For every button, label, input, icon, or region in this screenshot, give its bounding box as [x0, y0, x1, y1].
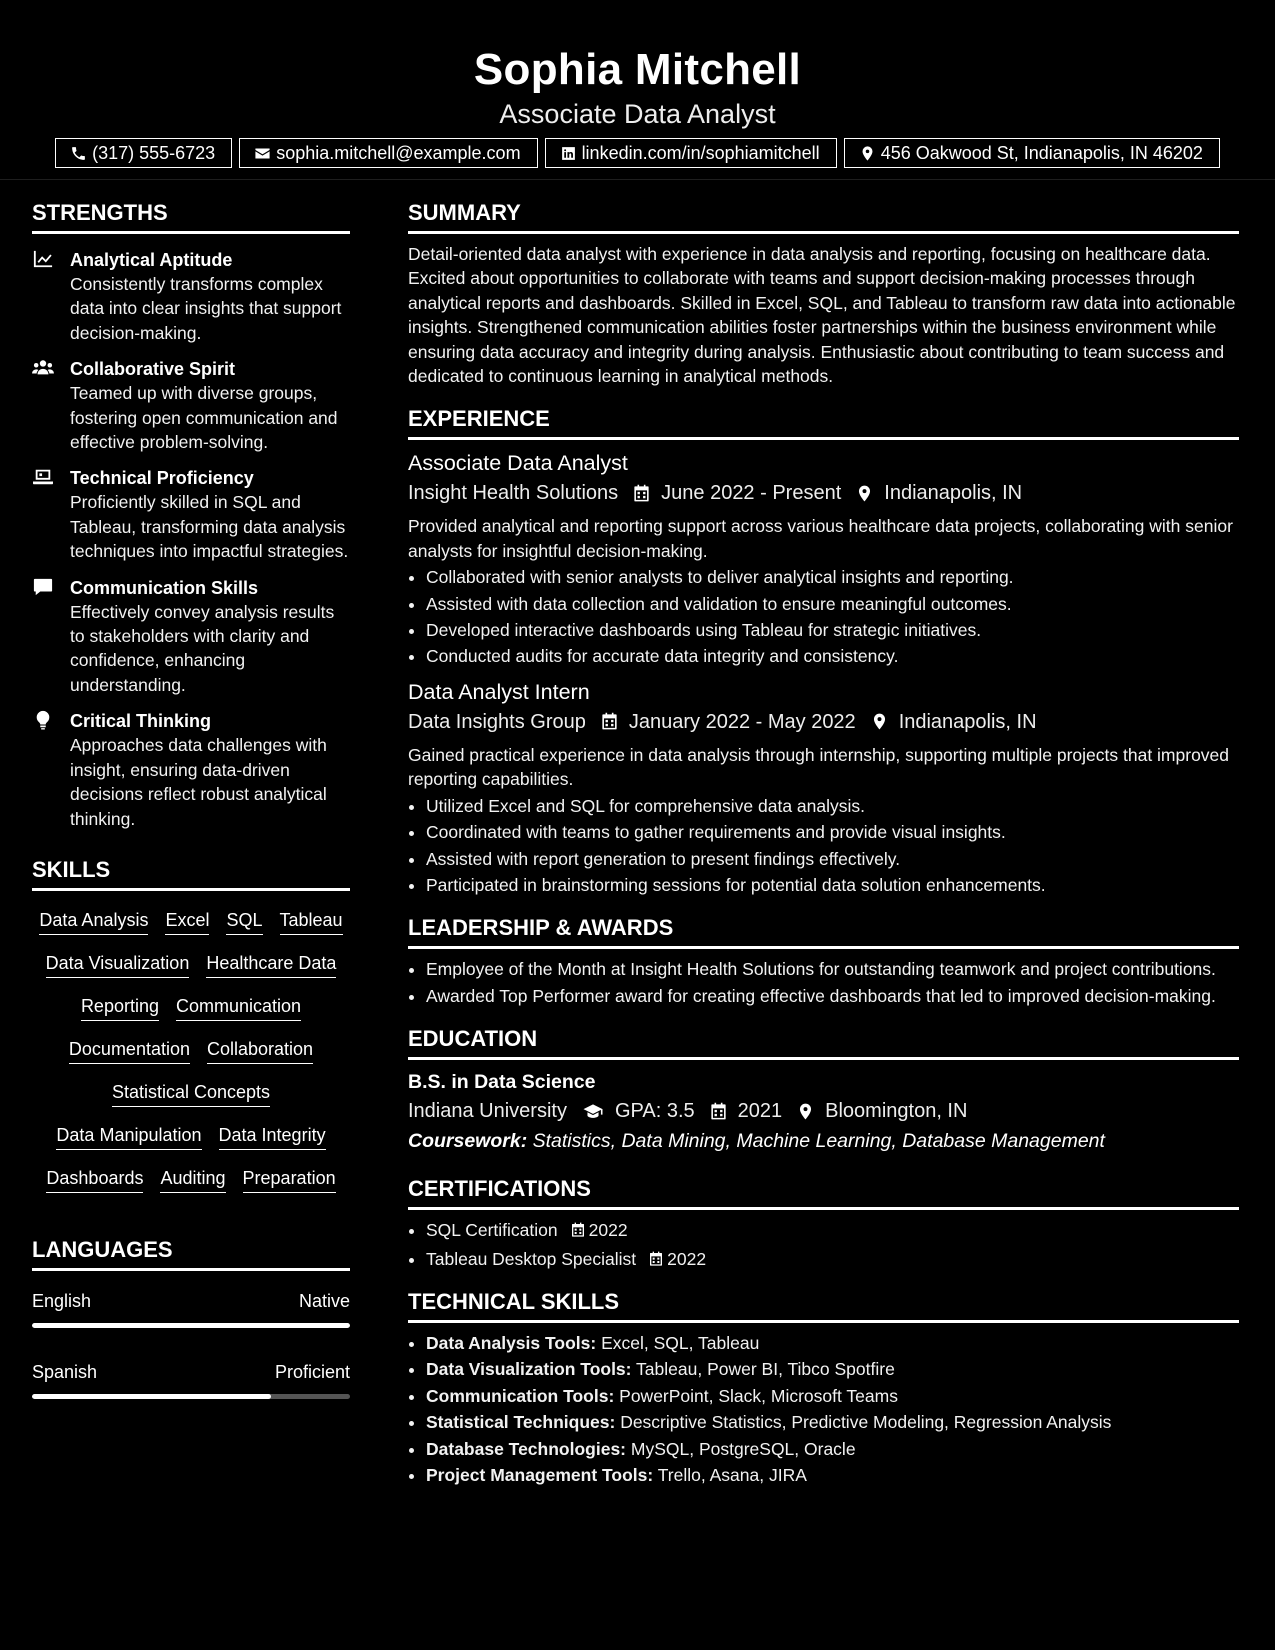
job-bullet: • Conducted audits for accurate data integrity and consistency. [426, 644, 1239, 668]
chart-line-icon [32, 249, 56, 273]
leadership-list [408, 957, 1239, 1008]
certifications-list [408, 1218, 1239, 1271]
skill-tag: Tableau [280, 908, 343, 935]
candidate-role: Associate Data Analyst [499, 99, 776, 129]
job-bullet: • Assisted with data collection and validation to ensure meaningful outcomes. [426, 592, 1239, 616]
graduation-cap-icon [581, 1102, 605, 1121]
strengths-heading: STRENGTHS [32, 196, 350, 234]
coursework-label: Coursework: [408, 1130, 528, 1153]
technical-skill-value: Descriptive Statistics, Predictive Modeling, Regression Analysis [620, 1412, 1112, 1433]
skill-tag: Statistical Concepts [112, 1080, 270, 1107]
calendar-icon [709, 1102, 728, 1121]
technical-skill-value: Excel, SQL, Tableau [601, 1332, 760, 1353]
technical-skill-label: Data Analysis Tools: [426, 1332, 597, 1353]
strength-title: Communication Skills [70, 577, 259, 598]
job-bullet: • Participated in brainstorming sessions for potential data solution enhancements. [426, 873, 1239, 897]
job-description: Gained practical experience in data analysis through internship, supporting multiple projects that improved reporting capabilities. [408, 744, 1230, 790]
strength-item [32, 576, 350, 698]
technical-skill-item [426, 1384, 1239, 1408]
education-coursework [408, 1126, 1239, 1156]
job-bullets [408, 565, 1239, 669]
certifications-heading: CERTIFICATIONS [408, 1172, 1239, 1210]
header-divider [0, 179, 1275, 180]
map-pin-icon [855, 484, 874, 503]
contact-phone[interactable] [55, 138, 232, 168]
technical-skill-value: Tableau, Power BI, Tibco Spotfire [636, 1359, 895, 1380]
skill-tag: Reporting [81, 994, 159, 1021]
job-meta [408, 478, 1239, 508]
strength-title: Technical Proficiency [70, 468, 254, 489]
technical-skill-value: PowerPoint, Slack, Microsoft Teams [619, 1385, 898, 1406]
job-meta [408, 707, 1239, 737]
laptop-icon [32, 467, 56, 491]
technical-skill-item [426, 1437, 1239, 1461]
certification-name: Tableau Desktop Specialist [426, 1248, 637, 1269]
calendar-icon [632, 484, 651, 503]
skill-tag: Excel [165, 908, 209, 935]
strength-desc: Consistently transforms complex data into clear insights that support decision-making. [70, 274, 342, 343]
strength-item [32, 357, 350, 454]
technical-skill-label: Communication Tools: [426, 1385, 615, 1406]
skill-tag: Data Visualization [46, 951, 190, 978]
phone-icon [70, 145, 87, 162]
education-year: 2021 [737, 1100, 783, 1123]
strength-desc: Teamed up with diverse groups, fostering open communication and effective problem-solving. [70, 383, 338, 453]
strength-title: Critical Thinking [70, 711, 212, 732]
technical-skill-item [426, 1463, 1239, 1487]
education-gpa: GPA: 3.5 [614, 1100, 695, 1123]
skill-tag: SQL [226, 908, 262, 935]
coursework-text: Statistics, Data Mining, Machine Learning, Database Management [532, 1130, 1105, 1153]
skill-tag: Collaboration [207, 1037, 313, 1064]
map-pin-icon [870, 712, 889, 731]
skill-tag: Data Integrity [219, 1123, 326, 1150]
certification-year: 2022 [588, 1220, 628, 1241]
technical-skills-heading: TECHNICAL SKILLS [408, 1285, 1239, 1323]
comment-icon [32, 577, 56, 601]
job-company: Data Insights Group [408, 710, 586, 733]
education-degree: B.S. in Data Science [408, 1071, 596, 1094]
skills-list [32, 908, 350, 1193]
job-bullet: • Coordinated with teams to gather requirements and provide visual insights. [426, 820, 1239, 844]
job-location: Indianapolis, IN [898, 710, 1037, 733]
job-dates: June 2022 - Present [661, 482, 842, 505]
skill-tag: Preparation [243, 1166, 336, 1193]
leadership-heading: LEADERSHIP & AWARDS [408, 911, 1239, 949]
technical-skill-value: MySQL, PostgreSQL, Oracle [630, 1438, 856, 1459]
strength-item [32, 466, 350, 563]
job-title: Associate Data Analyst [408, 451, 628, 476]
job-location: Indianapolis, IN [884, 482, 1023, 505]
language-bar [32, 1394, 350, 1399]
skill-tag: Data Manipulation [56, 1123, 201, 1150]
language-bar-fill [32, 1323, 350, 1328]
contact-bar [0, 138, 1275, 168]
job-bullets [408, 794, 1239, 898]
left-column [32, 196, 350, 1399]
job-description: Provided analytical and reporting support across various healthcare data projects, collaborating with senior analysts for insightful decision-making. [408, 516, 1233, 561]
technical-skill-item [426, 1331, 1239, 1355]
right-column [408, 196, 1239, 1489]
contact-phone-text: (317) 555-6723 [92, 143, 216, 163]
candidate-name: Sophia Mitchell [473, 45, 802, 94]
summary-heading: SUMMARY [408, 196, 1239, 234]
strength-title: Collaborative Spirit [70, 359, 236, 380]
job-bullet: • Collaborated with senior analysts to deliver analytical insights and reporting. [426, 565, 1239, 589]
linkedin-icon [560, 145, 577, 162]
skill-tag: Healthcare Data [206, 951, 336, 978]
languages-heading: LANGUAGES [32, 1233, 350, 1271]
technical-skills-list [408, 1331, 1239, 1487]
education-meta [408, 1096, 1239, 1126]
contact-address-text: 456 Oakwood St, Indianapolis, IN 46202 [880, 143, 1203, 163]
job-bullet: • Developed interactive dashboards using Tableau for strategic initiatives. [426, 618, 1239, 642]
strength-item [32, 709, 350, 831]
calendar-icon [600, 712, 619, 731]
language-level: Proficient [274, 1361, 350, 1382]
certification-item [426, 1218, 1239, 1242]
skill-tag: Auditing [160, 1166, 225, 1193]
certification-name: SQL Certification [426, 1220, 558, 1241]
education-school: Indiana University [408, 1100, 567, 1123]
map-pin-icon [796, 1102, 815, 1121]
technical-skill-label: Database Technologies: [426, 1438, 627, 1459]
envelope-icon [254, 145, 271, 162]
skill-tag: Communication [176, 994, 301, 1021]
job-title: Data Analyst Intern [408, 679, 590, 704]
calendar-icon [648, 1251, 664, 1267]
technical-skill-item [426, 1410, 1239, 1434]
language-level: Native [298, 1290, 350, 1311]
map-pin-icon [859, 145, 876, 162]
certification-item [426, 1247, 1239, 1271]
job-company: Insight Health Solutions [408, 482, 619, 505]
job-entry [408, 448, 1239, 668]
education-location: Bloomington, IN [825, 1100, 968, 1123]
language-bar [32, 1323, 350, 1328]
skill-tag: Data Analysis [39, 908, 148, 935]
strength-desc: Effectively convey analysis results to stakeholders with clarity and confidence, enhancing understanding. [70, 601, 335, 695]
job-dates: January 2022 - May 2022 [628, 710, 856, 733]
technical-skill-value: Trello, Asana, JIRA [657, 1464, 807, 1485]
language-name: English [32, 1290, 92, 1311]
skill-tag: Dashboards [46, 1166, 143, 1193]
language-bar-fill [32, 1394, 271, 1399]
summary-text: Detail-oriented data analyst with experience in data analysis and reporting, focusing on healthcare data. Excited about opportunities to collaborate with teams and support decision-making processes through analytical reports and dashboards. Skilled in Excel, SQL, and Tableau to transform raw data into actionable insights. Strengthened communication abilities foster partnerships within the business environment while ensuring data accuracy and integrity during analysis. Enthusiastic about contributing to team success and dedicated to continuous learning in analytical methods. [408, 244, 1236, 387]
language-item [32, 1289, 350, 1328]
contact-address [844, 138, 1220, 168]
calendar-icon [570, 1222, 586, 1238]
technical-skill-label: Statistical Techniques: [426, 1412, 616, 1433]
strength-desc: Approaches data challenges with insight, ensuring data-driven decisions reflect robust analytical thinking. [70, 735, 327, 829]
strength-desc: Proficiently skilled in SQL and Tableau, transforming data analysis techniques into impactful strategies. [70, 492, 349, 562]
language-item [32, 1360, 350, 1399]
job-bullet: • Assisted with report generation to present findings effectively. [426, 847, 1239, 871]
experience-heading: EXPERIENCE [408, 402, 1239, 440]
contact-email[interactable] [239, 138, 537, 168]
technical-skill-item [426, 1357, 1239, 1381]
contact-linkedin[interactable] [545, 138, 837, 168]
skills-heading: SKILLS [32, 853, 350, 891]
lightbulb-icon [32, 710, 56, 734]
award-item: • Awarded Top Performer award for creating effective dashboards that led to improved decision-making. [426, 984, 1239, 1008]
education-heading: EDUCATION [408, 1022, 1239, 1060]
users-icon [32, 358, 56, 382]
technical-skill-label: Data Visualization Tools: [426, 1359, 632, 1380]
contact-email-text: sophia.mitchell@example.com [276, 143, 521, 163]
certification-year: 2022 [667, 1248, 707, 1269]
technical-skill-label: Project Management Tools: [426, 1464, 654, 1485]
contact-linkedin-text: linkedin.com/in/sophiamitchell [581, 143, 820, 163]
strength-title: Analytical Aptitude [70, 250, 233, 270]
language-name: Spanish [32, 1361, 98, 1382]
strength-item [32, 248, 350, 345]
resume-header [0, 0, 1275, 168]
award-item: • Employee of the Month at Insight Health Solutions for outstanding teamwork and project contributions. [426, 957, 1239, 981]
job-entry [408, 677, 1239, 897]
skill-tag: Documentation [69, 1037, 190, 1064]
job-bullet: • Utilized Excel and SQL for comprehensive data analysis. [426, 794, 1239, 818]
